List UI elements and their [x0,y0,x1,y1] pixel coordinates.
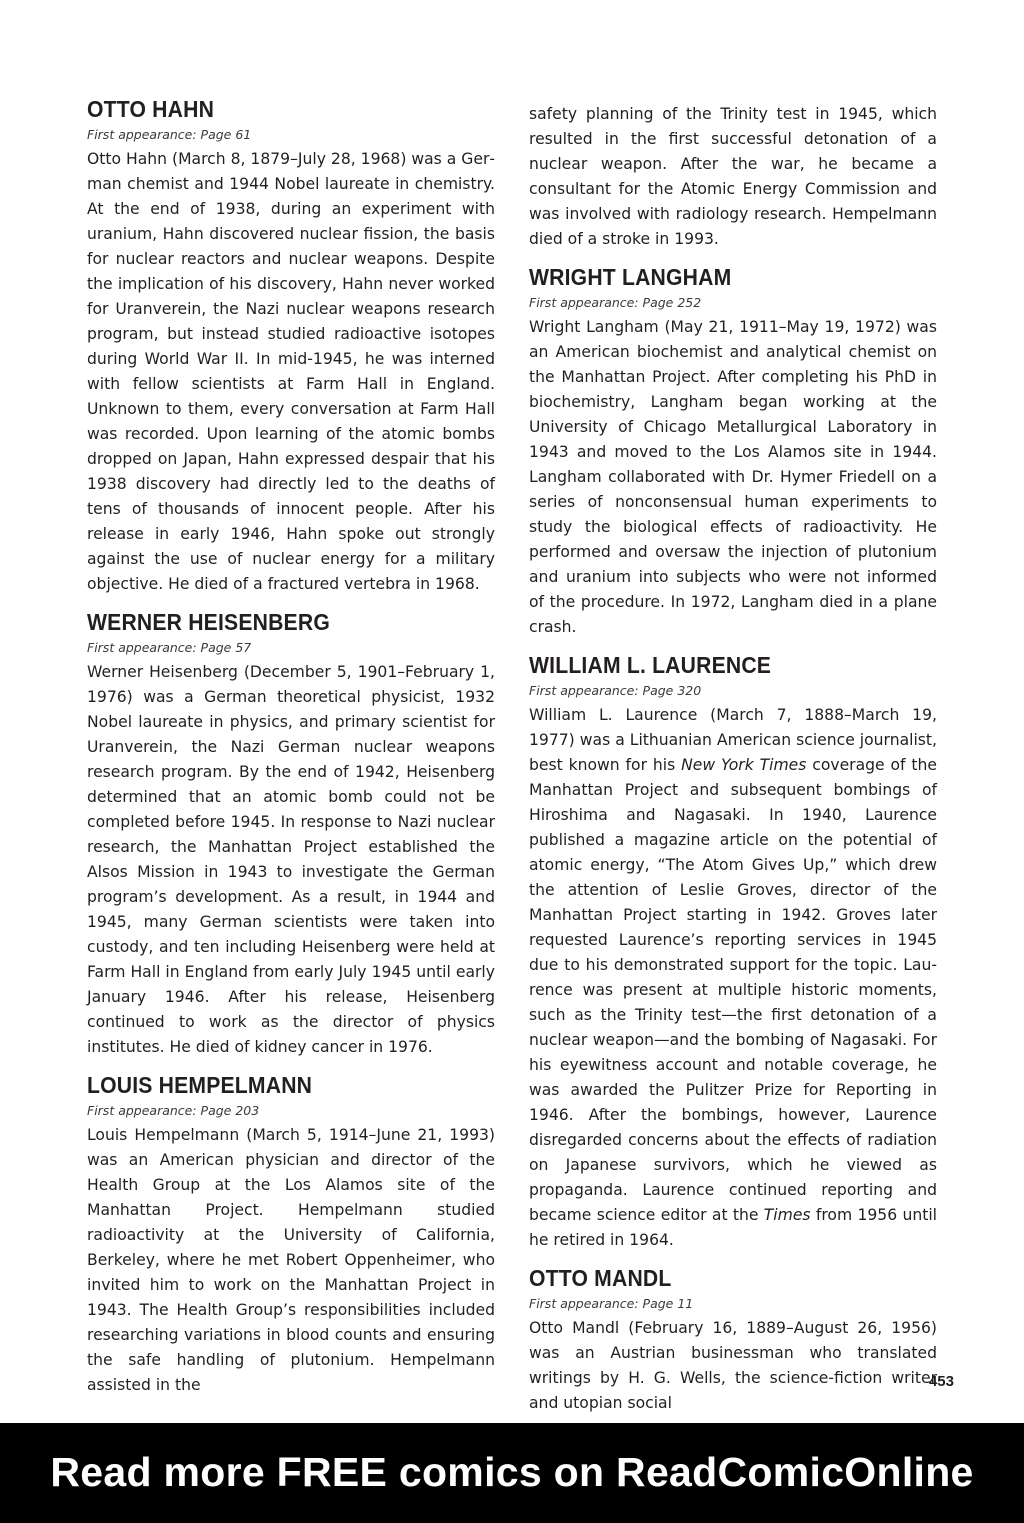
entry-name: WILLIAM L. LAURENCE [529,652,772,678]
first-appearance: First appearance: Page 252 [529,295,702,310]
entry-body [529,703,937,1253]
entry-body: Wright Langham (May 21, 1911–May 19, 1972) was an American biochemist and analytical chemist on the Manhattan Project. After completing his PhD in biochemistry, Langham began working at the University of Chicago Metallurgical Laboratory in 1943 and moved to the Los Alamos site in 1944. Langham collaborated with Dr. Hymer Friedell on a series of nonconsensual human experiments to study the biological effects of radioactivity. He performed and oversaw the injection of plutonium and uranium into subjects who were not informed of the procedure. In 1972, Langham died in a plane crash. [529,318,937,636]
entry-william-laurence [529,652,937,1253]
entry-name: WERNER HEISENBERG [87,609,330,635]
entry-name: WRIGHT LANGHAM [529,264,732,290]
entry-otto-mandl [529,1265,937,1416]
entry-body: Werner Heisenberg (December 5, 1901–February 1, 1976) was a German theoretical physicist, 1932 Nobel laureate in physics, and primary scientist for Uranverein, the Nazi German nuclear weapons research program. By the end of 1942, Heisenberg determined that an atomic bomb could not be completed before 1945. In response to Nazi nuclear research, the Manhattan Project established the Alsos Mission in 1943 to investigate the German program’s development. As a result, in 1944 and 1945, many German scientists were taken into custody, and ten including Heisenberg were held at Farm Hall in England from early July 1945 until early January 1946. After his release, Heisenberg continued to work as the director of physics institutes. He died of kidney cancer in 1976. [87,663,495,1056]
first-appearance: First appearance: Page 11 [529,1296,694,1311]
first-appearance: First appearance: Page 61 [87,127,252,142]
body-text: coverage of the Manhattan Project and subsequent bombings of Hiroshima and Nagasaki. In 1940, Laurence published a magazine article on the potential of atomic energy, “The Atom Gives Up,” which drew the attention of Leslie Groves, director of the Manhattan Project starting in 1942. Groves later requested Laurence’s reporting services in 1945 due to his demonstrated support for the topic. Laurence was present at multiple historic moments, such as the Trinity test—the first detonation of a nuclear weapon—and the bombing of Nagasaki. For his eyewitness account and notable coverage, he was awarded the Pulitzer Prize for Reporting in 1946. After the bombings, however, Laurence disregarded concerns about the effects of radiation on Japanese survivors, which he viewed as propaganda. Laurence continued reporting and became science editor at the [529,756,937,1224]
continued-body: safety planning of the Trinity test in 1945, which resulted in the first successful detonation of a nuclear weapon. After the war, he became a consultant for the Atomic Energy Commission and was involved with radiology research. Hempelmann died of a stroke in 1993. [529,105,937,248]
entry-louis-hempelmann [87,1072,495,1398]
entry-name: OTTO MANDL [529,1265,672,1291]
publication-title: New York Times [681,756,807,774]
entry-body: Otto Mandl (February 16, 1889–August 26, 1956) was an Austrian businessman who translated writings by H. G. Wells, the science-fiction writer and utopian social [529,1319,937,1412]
first-appearance: First appearance: Page 57 [87,640,252,655]
right-column [529,102,937,1428]
entry-otto-hahn [87,96,495,597]
page-number: 453 [928,1373,954,1390]
body-text: from 1956 until he retired in 1964. [529,1206,938,1249]
entry-werner-heisenberg [87,609,495,1060]
entry-name: OTTO HAHN [87,96,215,122]
promo-banner[interactable] [0,1423,1024,1523]
entry-body: Otto Hahn (March 8, 1879–July 28, 1968) was a German chemist and 1944 Nobel laureate in chemistry. At the end of 1938, during an experiment with uranium, Hahn discovered nuclear fission, the basis for nuclear reactors and nuclear weapons. Despite the implication of his discovery, Hahn never worked for Uranverein, the Nazi nuclear weapons research program, but instead studied radioactive isotopes during World War II. In mid-1945, he was interned with fellow scientists at Farm Hall in England. Unknown to them, every conversation at Farm Hall was recorded. Upon learning of the atomic bombs dropped on Japan, Hahn expressed despair that his 1938 discovery had directly led to the deaths of tens of thousands of innocent people. After his release in early 1946, Hahn spoke out strongly against the use of nuclear energy for a military objective. He died of a fractured vertebra in 1968. [87,150,496,593]
first-appearance: First appearance: Page 320 [529,683,702,698]
left-column [87,96,495,1410]
promo-banner-text[interactable]: Read more FREE comics on ReadComicOnline [50,1449,974,1495]
entry-continuation [529,102,937,252]
entry-name: LOUIS HEMPELMANN [87,1072,313,1098]
first-appearance: First appearance: Page 203 [87,1103,260,1118]
publication-title: Times [763,1206,811,1224]
entry-body: Louis Hempelmann (March 5, 1914–June 21, 1993) was an American physician and director of the Health Group at the Los Alamos site of the Manhattan Project. Hempelmann studied radioactivity at the University of California, Berkeley, where he met Robert Oppenheimer, who invited him to work on the Manhattan Project in 1943. The Health Group’s responsibilities included researching variations in blood counts and ensuring the safe handling of plutonium. Hempelmann assisted in the [87,1126,495,1394]
entry-wright-langham [529,264,937,640]
body-text: William L. Laurence (March 7, 1888–March 19, 1977) was a Lithuanian American science journalist, best known for his [529,706,937,774]
